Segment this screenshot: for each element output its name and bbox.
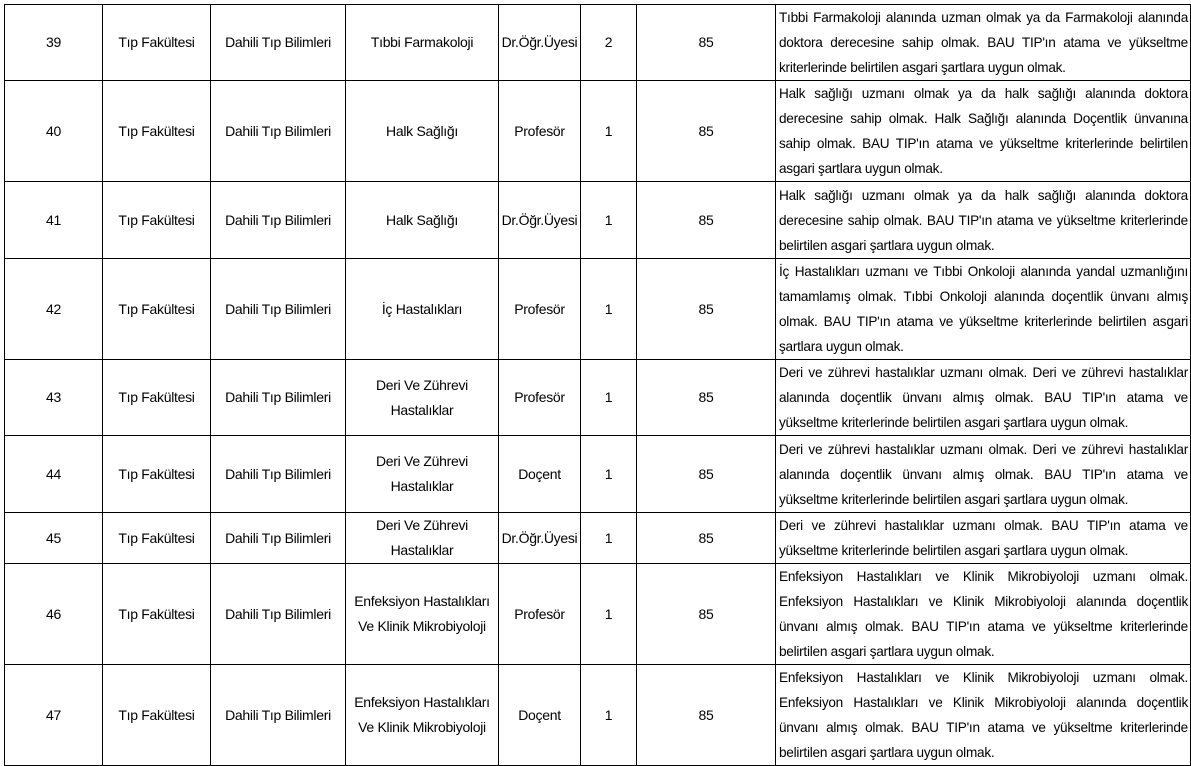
division-cell: Dahili Tıp Bilimleri [211, 513, 346, 564]
requirements-cell: Deri ve zührevi hastalıklar uzmanı olmak. BAU TIP'ın atama ve yükseltme kriterlerinde belirtilen asgari şartlara uygun olmak. [776, 513, 1191, 564]
title-cell: Doçent [499, 436, 581, 513]
count-cell: 1 [581, 665, 637, 766]
faculty-cell: Tıp Fakültesi [103, 513, 211, 564]
score-cell: 85 [637, 564, 776, 665]
faculty-cell: Tıp Fakültesi [103, 5, 211, 81]
division-cell: Dahili Tıp Bilimleri [211, 665, 346, 766]
requirements-cell: Deri ve zührevi hastalıklar uzmanı olmak. Deri ve zührevi hastalıklar alanında doçentlik ünvanı almış olmak. BAU TIP'ın atama ve yükseltme kriterlerinde belirtilen asgari şartlara uygun olmak. [776, 436, 1191, 513]
division-cell: Dahili Tıp Bilimleri [211, 436, 346, 513]
department-cell: Deri Ve Zührevi Hastalıklar [346, 513, 499, 564]
title-cell: Profesör [499, 564, 581, 665]
title-cell: Profesör [499, 259, 581, 360]
department-cell: Halk Sağlığı [346, 182, 499, 259]
row-number: 46 [5, 564, 103, 665]
score-cell: 85 [637, 665, 776, 766]
title-cell: Dr.Öğr.Üyesi [499, 182, 581, 259]
count-cell: 1 [581, 513, 637, 564]
faculty-cell: Tıp Fakültesi [103, 182, 211, 259]
table-row [5, 360, 1191, 436]
table-row [5, 259, 1191, 360]
score-cell: 85 [637, 360, 776, 436]
requirements-cell: Tıbbi Farmakoloji alanında uzman olmak ya da Farmakoloji alanında doktora derecesine sahip olmak. BAU TIP'ın atama ve yükseltme kriterlerinde belirtilen asgari şartlara uygun olmak. [776, 5, 1191, 81]
division-cell: Dahili Tıp Bilimleri [211, 259, 346, 360]
table-row [5, 436, 1191, 513]
faculty-cell: Tıp Fakültesi [103, 360, 211, 436]
department-cell: Deri Ve Zührevi Hastalıklar [346, 436, 499, 513]
faculty-cell: Tıp Fakültesi [103, 81, 211, 182]
division-cell: Dahili Tıp Bilimleri [211, 564, 346, 665]
score-cell: 85 [637, 182, 776, 259]
score-cell: 85 [637, 81, 776, 182]
department-cell: Halk Sağlığı [346, 81, 499, 182]
row-number: 41 [5, 182, 103, 259]
title-cell: Profesör [499, 81, 581, 182]
score-cell: 85 [637, 436, 776, 513]
faculty-cell: Tıp Fakültesi [103, 259, 211, 360]
faculty-cell: Tıp Fakültesi [103, 665, 211, 766]
table-row [5, 513, 1191, 564]
department-cell: Enfeksiyon Hastalıkları Ve Klinik Mikrobiyoloji [346, 665, 499, 766]
requirements-cell: Enfeksiyon Hastalıkları ve Klinik Mikrobiyoloji uzmanı olmak. Enfeksiyon Hastalıkları ve Klinik Mikrobiyoloji alanında doçentlik ünvanı almış olmak. BAU TIP'ın atama ve yükseltme kriterlerinde belirtilen asgari şartlara uygun olmak. [776, 564, 1191, 665]
department-cell: Tıbbi Farmakoloji [346, 5, 499, 81]
title-cell: Doçent [499, 665, 581, 766]
title-cell: Profesör [499, 360, 581, 436]
count-cell: 1 [581, 81, 637, 182]
count-cell: 1 [581, 564, 637, 665]
row-number: 45 [5, 513, 103, 564]
faculty-cell: Tıp Fakültesi [103, 436, 211, 513]
row-number: 42 [5, 259, 103, 360]
department-cell: Deri Ve Zührevi Hastalıklar [346, 360, 499, 436]
count-cell: 1 [581, 436, 637, 513]
position-listing-table [4, 4, 1191, 766]
count-cell: 1 [581, 182, 637, 259]
title-cell: Dr.Öğr.Üyesi [499, 5, 581, 81]
department-cell: Enfeksiyon Hastalıkları Ve Klinik Mikrobiyoloji [346, 564, 499, 665]
table-row [5, 5, 1191, 81]
table-row [5, 81, 1191, 182]
count-cell: 1 [581, 259, 637, 360]
requirements-cell: Deri ve zührevi hastalıklar uzmanı olmak. Deri ve zührevi hastalıklar alanında doçentlik ünvanı almış olmak. BAU TIP'ın atama ve yükseltme kriterlerinde belirtilen asgari şartlara uygun olmak. [776, 360, 1191, 436]
count-cell: 2 [581, 5, 637, 81]
division-cell: Dahili Tıp Bilimleri [211, 182, 346, 259]
requirements-cell: Halk sağlığı uzmanı olmak ya da halk sağlığı alanında doktora derecesine sahip olmak. Halk Sağlığı alanında Doçentlik ünvanına sahip olmak. BAU TIP'ın atama ve yükseltme kriterlerinde belirtilen asgari şartlara uygun olmak. [776, 81, 1191, 182]
requirements-cell: Halk sağlığı uzmanı olmak ya da halk sağlığı alanında doktora derecesine sahip olmak. BAU TIP'ın atama ve yükseltme kriterlerinde belirtilen asgari şartlara uygun olmak. [776, 182, 1191, 259]
score-cell: 85 [637, 5, 776, 81]
score-cell: 85 [637, 513, 776, 564]
score-cell: 85 [637, 259, 776, 360]
table-row [5, 182, 1191, 259]
requirements-cell: Enfeksiyon Hastalıkları ve Klinik Mikrobiyoloji uzmanı olmak. Enfeksiyon Hastalıkları ve Klinik Mikrobiyoloji alanında doçentlik ünvanı almış olmak. BAU TIP'ın atama ve yükseltme kriterlerinde belirtilen asgari şartlara uygun olmak. [776, 665, 1191, 766]
division-cell: Dahili Tıp Bilimleri [211, 5, 346, 81]
division-cell: Dahili Tıp Bilimleri [211, 360, 346, 436]
faculty-cell: Tıp Fakültesi [103, 564, 211, 665]
department-cell: İç Hastalıkları [346, 259, 499, 360]
count-cell: 1 [581, 360, 637, 436]
row-number: 44 [5, 436, 103, 513]
table-row [5, 665, 1191, 766]
row-number: 47 [5, 665, 103, 766]
title-cell: Dr.Öğr.Üyesi [499, 513, 581, 564]
division-cell: Dahili Tıp Bilimleri [211, 81, 346, 182]
row-number: 40 [5, 81, 103, 182]
requirements-cell: İç Hastalıkları uzmanı ve Tıbbi Onkoloji alanında yandal uzmanlığını tamamlamış olmak. Tıbbi Onkoloji alanında doçentlik ünvanı almış olmak. BAU TIP'ın atama ve yükseltme kriterlerinde belirtilen asgari şartlara uygun olmak. [776, 259, 1191, 360]
table-row [5, 564, 1191, 665]
row-number: 39 [5, 5, 103, 81]
row-number: 43 [5, 360, 103, 436]
